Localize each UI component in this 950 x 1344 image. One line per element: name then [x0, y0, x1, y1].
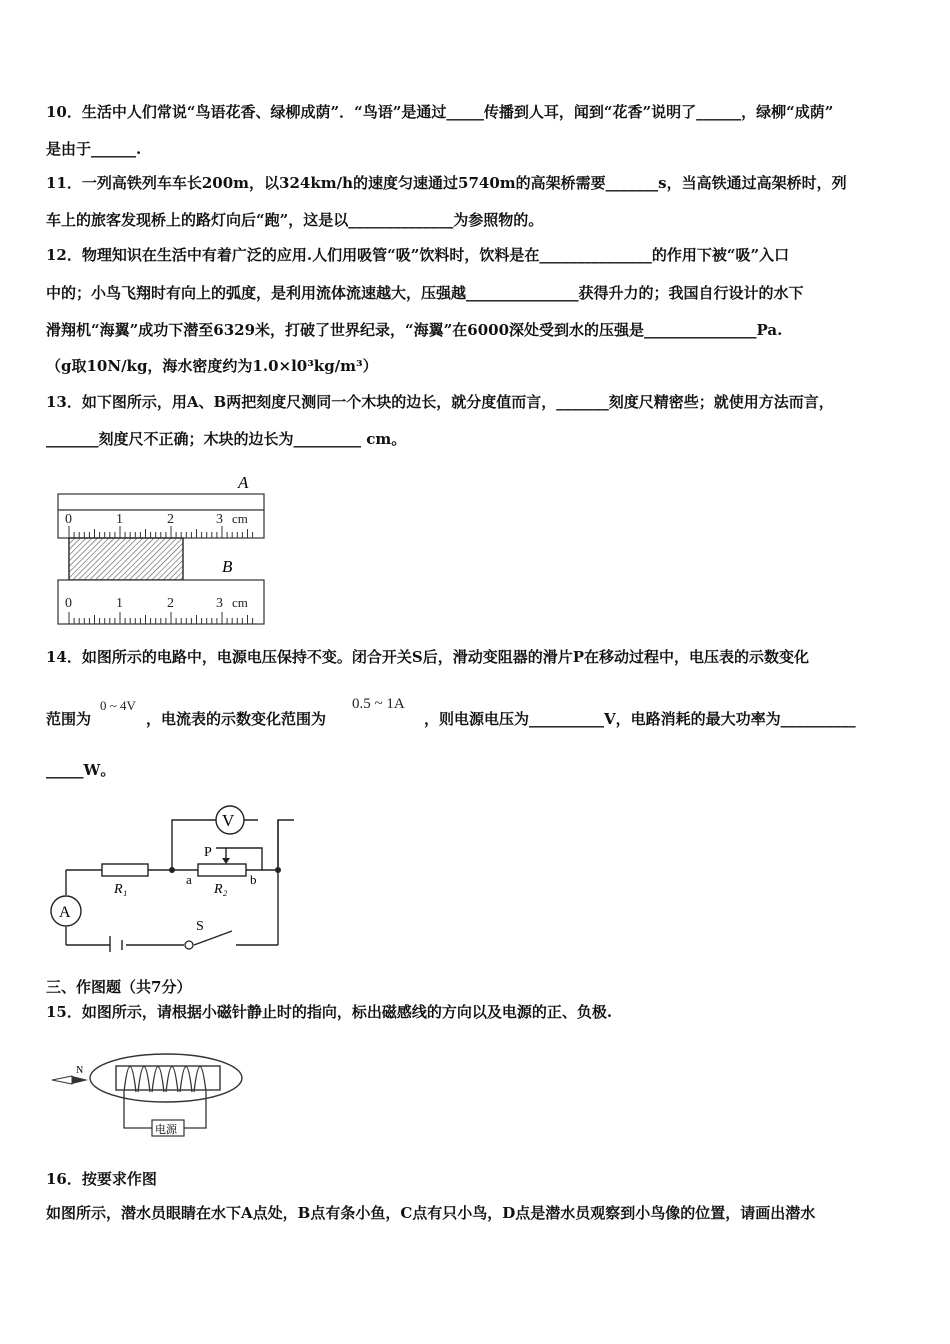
q14-line2-a: 范围为: [46, 710, 92, 728]
q13-line1: 13．如下图所示，用A、B两把刻度尺测同一个木块的边长，就分度值而言，_______刻度尺精密些；就使用方法而言，: [46, 393, 834, 411]
ruler-b-tick-1: 1: [116, 596, 123, 611]
voltage-range: 0 ~ 4V: [100, 698, 136, 713]
q14-line3: _____W。: [46, 761, 116, 779]
q11-line2: 车上的旅客发现桥上的路灯向后“跑”，这是以______________为参照物的。: [46, 211, 544, 229]
ruler-a-unit: cm: [232, 511, 248, 526]
ruler-b-tick-0: 0: [65, 596, 72, 611]
q10-line2: 是由于______.: [46, 140, 142, 158]
ruler-b-label: B: [222, 557, 233, 576]
ruler-figure: [52, 470, 272, 628]
compass-needle-s: [72, 1076, 88, 1084]
ruler-b-unit: cm: [232, 595, 248, 610]
voltmeter-label: V: [222, 811, 235, 830]
slider-arrow: [222, 858, 230, 864]
slider-label: P: [204, 845, 212, 860]
q12-line3: 滑翔机“海翼”成功下潜至6329米，打破了世界纪录，“海翼”在6000深处受到水的压强是_______________Pa.: [46, 321, 783, 339]
q14-line1: 14．如图所示的电路中，电源电压保持不变。闭合开关S后，滑动变阻器的滑片P在移动过程中，电压表的示数变化: [46, 648, 809, 666]
ruler-a-top: [58, 494, 264, 510]
circuit-figure: [46, 800, 296, 952]
wood-block: [69, 538, 183, 580]
switch-pivot: [185, 941, 193, 949]
q16-line2: 如图所示，潜水员眼睛在水下A点处，B点有条小鱼，C点有只小鸟，D点是潜水员观察到小鸟像的位置，请画出潜水: [46, 1204, 816, 1222]
power-source-label: 电源: [155, 1124, 177, 1136]
junction-left: [169, 867, 175, 873]
q14-line2-c: ，则电源电压为__________V，电路消耗的最大功率为__________: [424, 710, 856, 728]
ruler-a-tick-3: 3: [216, 512, 223, 527]
ruler-a-tick-2: 2: [167, 512, 174, 527]
switch-label: S: [196, 919, 204, 934]
ruler-a-tick-0: 0: [65, 512, 72, 527]
current-range: 0.5 ~ 1A: [352, 696, 405, 712]
q16-line1: 16．按要求作图: [46, 1170, 157, 1188]
ruler-a-label: A: [238, 473, 249, 492]
q11-line1: 11．一列高铁列车车长200m，以324km/h的速度匀速通过5740m的高架桥需要_______s，当高铁通过高架桥时，列: [46, 174, 847, 192]
compass-needle-n: [52, 1076, 72, 1084]
q15-line1: 15．如图所示，请根据小磁针静止时的指向，标出磁感线的方向以及电源的正、负极.: [46, 1003, 613, 1021]
resistor-r2: [198, 864, 246, 876]
ruler-a-tick-1: 1: [116, 512, 123, 527]
q12-line4: （g取10N/kg，海水密度约为1.0×l0³kg/m³）: [46, 357, 378, 375]
q12-line2: 中的；小鸟飞翔时有向上的弧度，是利用流体流速越大，压强越_______________获得升力的；我国自行设计的水下: [46, 284, 804, 302]
point-a-label: a: [186, 872, 192, 887]
needle-n-label: N: [76, 1065, 84, 1076]
r1-label: R₁: [114, 882, 128, 897]
q14-line2-b: ，电流表的示数变化范围为: [146, 710, 327, 728]
junction-right: [275, 867, 281, 873]
q12-line1: 12．物理知识在生活中有着广泛的应用.人们用吸管“吸”饮料时，饮料是在_______________的作用下被“吸”入口: [46, 246, 790, 264]
point-b-label: b: [250, 872, 257, 887]
ruler-b-tick-3: 3: [216, 596, 223, 611]
ammeter-label: A: [59, 904, 71, 921]
ruler-b-tick-2: 2: [167, 596, 174, 611]
q13-line2: _______刻度尺不正确；木块的边长为_________ cm。: [46, 430, 407, 448]
solenoid-figure: [46, 1040, 246, 1144]
resistor-r1: [102, 864, 148, 876]
q10-line1: 10．生活中人们常说“鸟语花香、绿柳成荫”．“鸟语”是通过_____传播到人耳，闻到“花香”说明了______，绿柳“成荫”: [46, 103, 834, 121]
r2-label: R₂: [214, 882, 228, 897]
section-3-title: 三、作图题（共7分）: [46, 978, 192, 996]
